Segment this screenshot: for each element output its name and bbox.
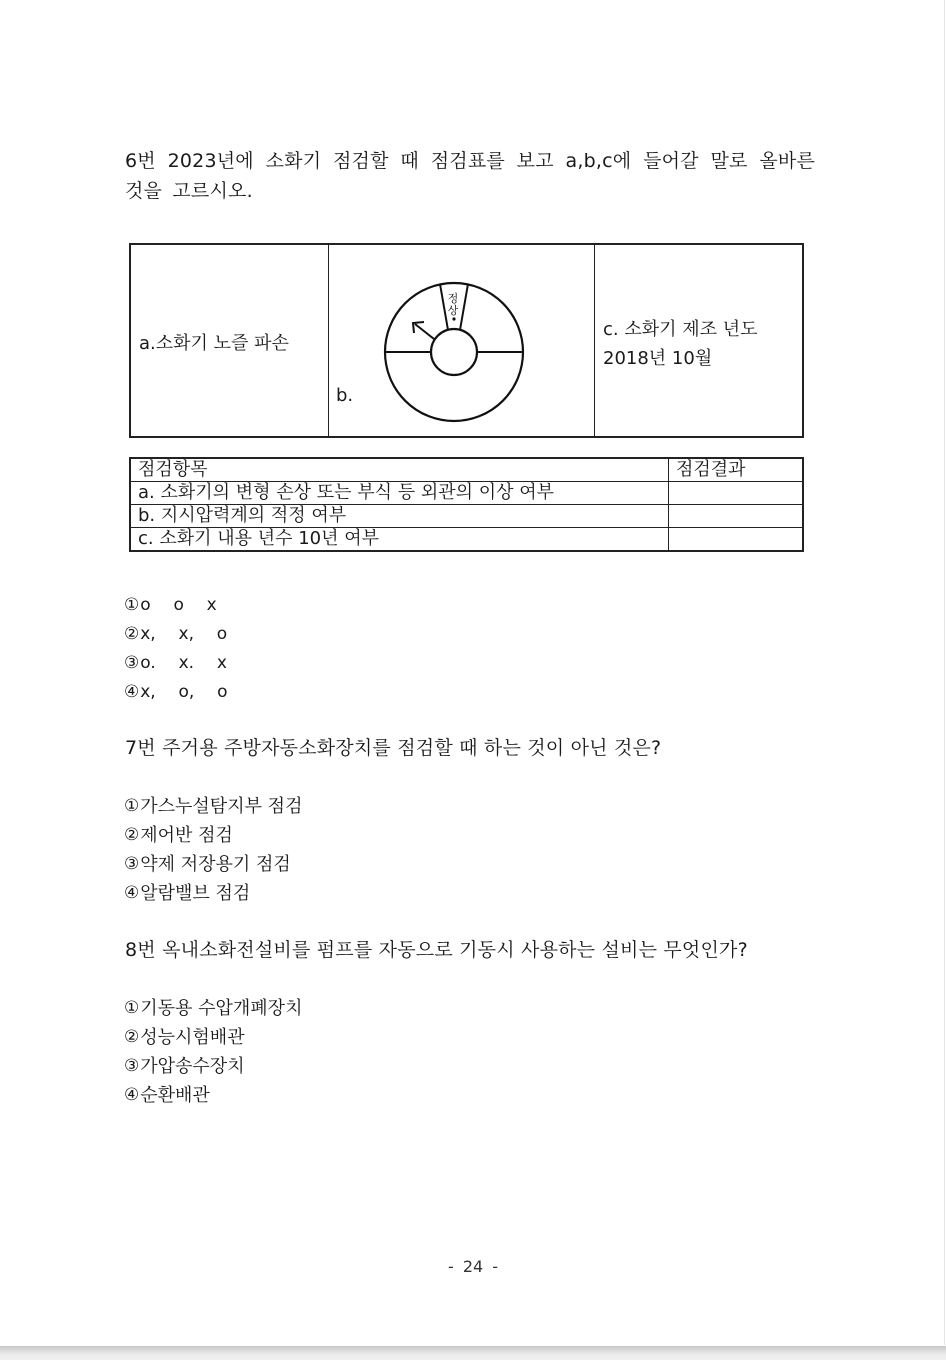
image-cell-a — [131, 245, 329, 436]
question-6-image-table — [129, 243, 804, 438]
svg-text:상: 상 — [447, 304, 459, 317]
inspection-item: c. 소화기 내용 년수 10년 여부 — [130, 528, 669, 552]
image-cell-b — [329, 245, 595, 436]
option-1: ① 가스누설탐지부 점검 — [124, 796, 303, 817]
question-6-title: 6번 2023년에 소화기 점검할 때 점검표를 보고 a,b,c에 들어갈 말로 올바른 것을 고르시오. — [125, 150, 826, 202]
table-row — [130, 505, 803, 528]
table-row — [130, 528, 803, 552]
pressure-gauge-icon — [382, 280, 526, 424]
viewer-background — [0, 1346, 946, 1360]
option-1: ① o o x — [124, 595, 217, 615]
question-7-options — [124, 792, 302, 908]
question-6-options — [124, 591, 228, 707]
option-2: ② 제어반 점검 — [124, 825, 233, 846]
inspection-result — [669, 482, 804, 505]
image-cell-c — [595, 245, 802, 436]
inspection-item: b. 지시압력계의 적정 여부 — [130, 505, 669, 528]
svg-text:정: 정 — [447, 292, 459, 305]
page-number: - 24 - — [447, 1257, 499, 1276]
manufacture-date: 2018년 10월 — [603, 348, 713, 369]
option-2: ② x, x, o — [124, 624, 228, 644]
cell-b-label: b. — [336, 385, 354, 406]
question-7-title: 7번 주거용 주방자동소화장치를 점검할 때 하는 것이 아닌 것은? — [125, 737, 662, 759]
option-4: ④ 알람밸브 점검 — [124, 883, 251, 904]
table-row — [130, 482, 803, 505]
header-inspection-item: 점검항목 — [130, 458, 669, 482]
inspection-result — [669, 505, 804, 528]
inspection-checklist-table — [129, 457, 804, 552]
question-8-title: 8번 옥내소화전설비를 펌프를 자동으로 기동시 사용하는 설비는 무엇인가? — [125, 939, 748, 961]
option-3: ③ o. x. x — [124, 653, 227, 673]
option-4: ④ x, o, o — [124, 682, 228, 702]
option-1: ① 기동용 수압개폐장치 — [124, 998, 303, 1019]
header-inspection-result: 점검결과 — [669, 458, 804, 482]
option-4: ④ 순환배관 — [124, 1085, 210, 1106]
option-3: ③ 약제 저장용기 점검 — [124, 854, 291, 875]
option-2: ② 성능시험배관 — [124, 1027, 245, 1048]
question-8-options — [124, 994, 302, 1110]
inspection-item: a. 소화기의 변형 손상 또는 부식 등 외관의 이상 여부 — [130, 482, 669, 505]
nozzle-damage-label: a.소화기 노즐 파손 — [139, 333, 289, 354]
manufacture-year-label: c. 소화기 제조 년도 — [603, 319, 758, 340]
option-3: ③ 가압송수장치 — [124, 1056, 245, 1077]
inspection-result — [669, 528, 804, 552]
table-header-row — [130, 458, 803, 482]
